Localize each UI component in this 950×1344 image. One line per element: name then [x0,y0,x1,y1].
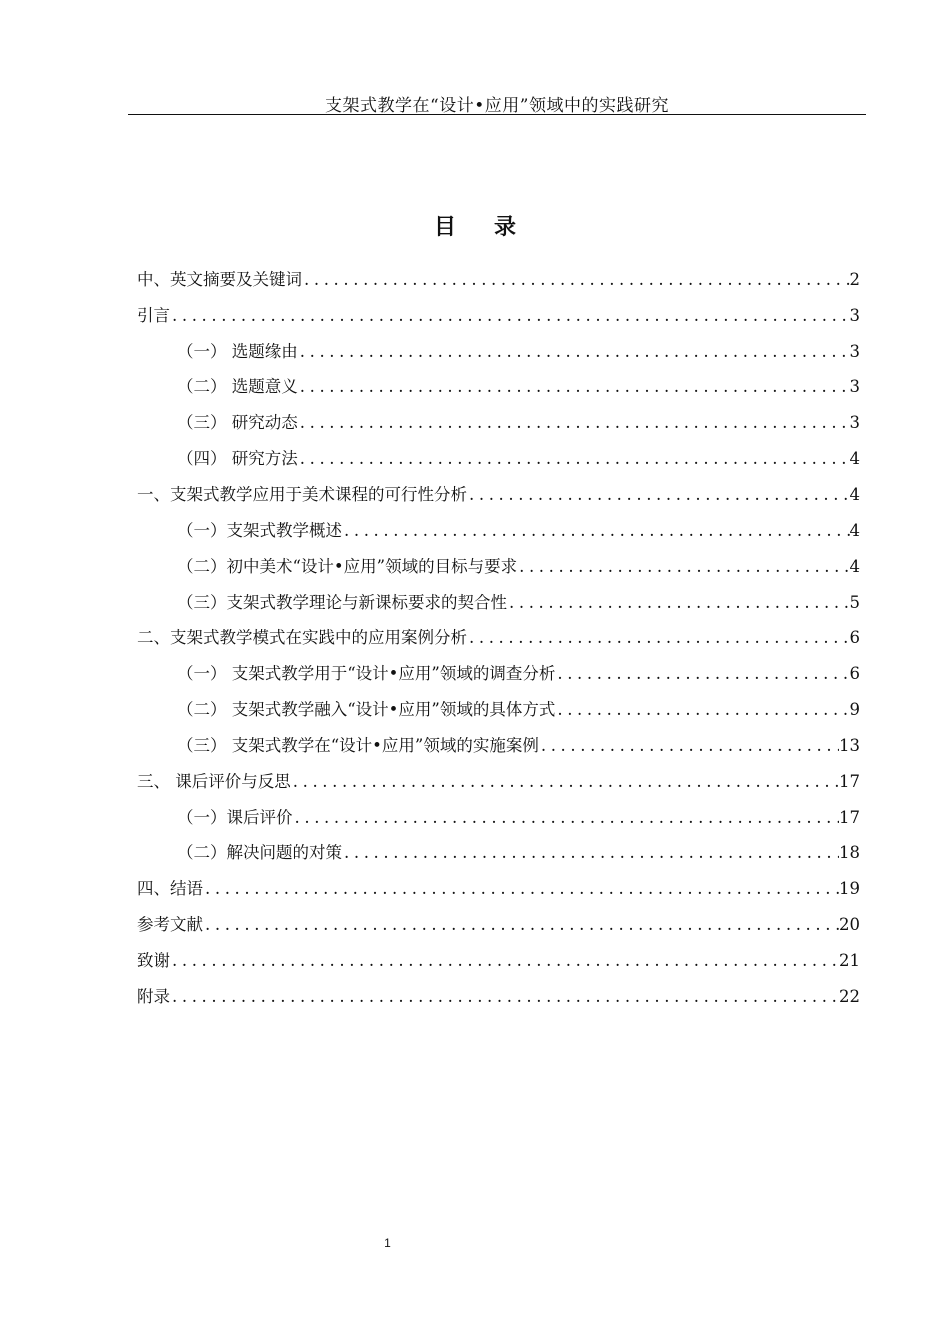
toc-entry-title: （一） 支架式教学用于“设计•应用”领域的调查分析 [177,664,556,684]
header-divider [128,114,866,115]
toc-entry-page: 6 [849,664,860,684]
toc-entry-title: 参考文献 [137,915,203,935]
toc-entry[interactable] [137,477,860,513]
toc-entry-page: 21 [839,950,860,970]
toc-entry-page: 3 [849,305,860,325]
toc-entry[interactable] [137,262,860,298]
toc-entry[interactable] [137,979,860,1015]
toc-dot-leader [342,842,839,864]
toc-dot-leader [298,376,850,398]
toc-dot-leader [298,412,850,434]
toc-entry-page: 4 [849,449,860,469]
toc-entry[interactable] [137,334,860,370]
toc-entry-page: 3 [849,377,860,397]
toc-entry[interactable] [137,441,860,477]
toc-entry-title: （二） 选题意义 [177,377,298,397]
toc-entry-page: 3 [849,413,860,433]
toc-entry-page: 9 [849,700,860,720]
toc-entry-title: （四） 研究方法 [177,449,298,469]
toc-title: 目录 [433,214,554,240]
toc-dot-leader [539,735,839,757]
toc-dot-leader [555,699,849,721]
toc-entry-title: 引言 [137,305,170,325]
toc-entry[interactable] [137,800,860,836]
toc-entry[interactable] [137,656,860,692]
toc-entry[interactable] [137,549,860,585]
toc-dot-leader [507,592,850,614]
toc-entry-page: 22 [839,986,860,1006]
toc-entry-page: 6 [849,628,860,648]
toc-entry-page: 20 [839,915,860,935]
toc-entry-page: 4 [849,520,860,540]
toc-entry[interactable] [137,907,860,943]
toc-dot-leader [298,448,850,470]
toc-entry-title: （一） 选题缘由 [177,341,298,361]
toc-entry-page: 19 [839,879,860,899]
toc-entry-page: 2 [849,269,860,289]
toc-dot-leader [203,914,839,936]
toc-dot-leader [517,556,849,578]
toc-entry-title: （三） 研究动态 [177,413,298,433]
toc-entry-page: 13 [839,735,860,755]
toc-entry-title: （一）支架式教学概述 [177,520,342,540]
toc-dot-leader [342,520,850,542]
toc-entry-page: 4 [849,484,860,504]
toc-entry-title: 一、支架式教学应用于美术课程的可行性分析 [137,484,467,504]
toc-entry-title: 二、支架式教学模式在实践中的应用案例分析 [137,628,467,648]
toc-entry-page: 18 [839,843,860,863]
toc-dot-leader [170,305,850,327]
toc-entry[interactable] [137,871,860,907]
toc-entry-title: （二）解决问题的对策 [177,843,342,863]
table-of-contents [137,262,860,1015]
toc-dot-leader [298,341,850,363]
toc-dot-leader [302,269,850,291]
toc-dot-leader [291,771,839,793]
toc-entry-page: 17 [839,807,860,827]
toc-dot-leader [203,878,839,900]
toc-dot-leader [293,807,840,829]
toc-entry-title: 致谢 [137,950,170,970]
toc-entry[interactable] [137,692,860,728]
toc-entry[interactable] [137,513,860,549]
toc-entry-title: （二） 支架式教学融入“设计•应用”领域的具体方式 [177,700,556,720]
toc-entry-page: 5 [849,592,860,612]
toc-dot-leader [170,986,839,1008]
toc-entry-title: 四、结语 [137,879,203,899]
toc-entry-title: （一）课后评价 [177,807,293,827]
running-header-title: 支架式教学在“设计•应用”领域中的实践研究 [325,96,669,116]
toc-entry-page: 3 [849,341,860,361]
toc-entry-title: （三）支架式教学理论与新课标要求的契合性 [177,592,507,612]
toc-entry-title: 附录 [137,986,170,1006]
toc-entry-title: 三、 课后评价与反思 [137,771,291,791]
toc-entry-page: 17 [839,771,860,791]
toc-entry[interactable] [137,620,860,656]
toc-entry[interactable] [137,370,860,406]
toc-dot-leader [555,663,849,685]
toc-dot-leader [467,627,850,649]
toc-dot-leader [170,950,839,972]
toc-entry[interactable] [137,585,860,621]
toc-entry[interactable] [137,836,860,872]
toc-entry[interactable] [137,764,860,800]
toc-entry-title: （二）初中美术“设计•应用”领域的目标与要求 [177,556,518,576]
toc-entry[interactable] [137,943,860,979]
toc-dot-leader [467,484,850,506]
toc-entry-page: 4 [849,556,860,576]
toc-entry[interactable] [137,405,860,441]
toc-entry-title: 中、英文摘要及关键词 [137,269,302,289]
page-number: 1 [384,1236,391,1250]
toc-entry[interactable] [137,298,860,334]
toc-entry[interactable] [137,728,860,764]
toc-entry-title: （三） 支架式教学在“设计•应用”领域的实施案例 [177,735,539,755]
